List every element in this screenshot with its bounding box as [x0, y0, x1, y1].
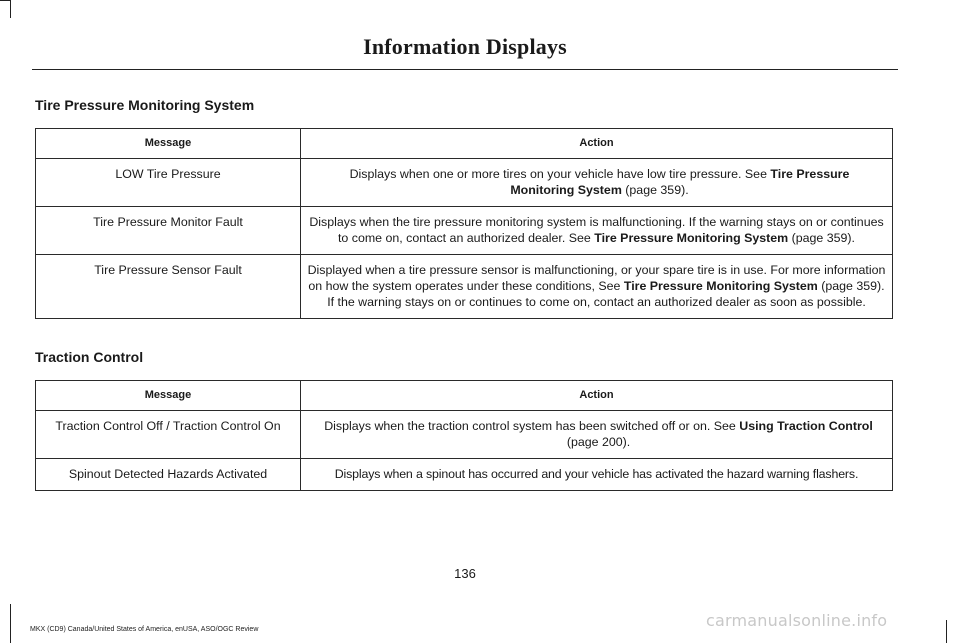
crop-mark-top-left-vertical	[10, 0, 11, 18]
table-row	[36, 207, 893, 255]
table-row	[36, 411, 893, 459]
action-text: Displays when a spinout has occurred and your vehicle has activated the hazard warning flashers.	[334, 467, 859, 481]
column-header-message: Message	[36, 129, 301, 159]
action-cell	[301, 411, 893, 459]
action-text: Displays when the traction control system has been switched off or on. See	[324, 419, 740, 433]
page-number: 136	[454, 566, 476, 581]
message-cell: Tire Pressure Monitor Fault	[36, 207, 301, 255]
table-row	[36, 459, 893, 491]
section-heading-traction-control: Traction Control	[35, 349, 144, 365]
cross-reference-link: Tire Pressure Monitoring System	[623, 279, 818, 293]
traction-control-messages-table	[35, 380, 893, 491]
table-header-row	[36, 129, 893, 159]
message-cell: Spinout Detected Hazards Activated	[36, 459, 301, 491]
column-header-action: Action	[301, 381, 893, 411]
action-cell	[301, 255, 893, 319]
crop-mark-bottom-right	[946, 620, 947, 643]
table-row	[36, 255, 893, 319]
document-info: MKX (CD9) Canada/United States of America, enUSA, ASO/OGC Review	[30, 626, 259, 633]
action-text: (page 359).	[621, 183, 689, 197]
action-text: Displayed when a tire pressure sensor is malfunctioning, or your spare tire is in use. For more information on how the system operates under these conditions, See	[307, 263, 886, 293]
crop-mark-bottom-left	[10, 604, 11, 643]
message-cell: Tire Pressure Sensor Fault	[36, 255, 301, 319]
column-header-action: Action	[301, 129, 893, 159]
title-divider	[32, 69, 898, 70]
cross-reference-link: Tire Pressure Monitoring System	[594, 231, 789, 245]
table-row	[36, 159, 893, 207]
action-text: (page 359). If the warning stays on or continues to come on, contact an authorized dealer as soon as possible.	[327, 279, 885, 309]
column-header-message: Message	[36, 381, 301, 411]
message-cell: LOW Tire Pressure	[36, 159, 301, 207]
action-cell	[301, 159, 893, 207]
action-text: (page 359).	[788, 231, 856, 245]
section-heading-tire-pressure: Tire Pressure Monitoring System	[35, 97, 255, 113]
action-text: Displays when one or more tires on your vehicle have low tire pressure. See	[349, 167, 771, 181]
cross-reference-link: Tire Pressure Monitoring System	[510, 167, 850, 197]
message-cell: Traction Control Off / Traction Control On	[36, 411, 301, 459]
watermark-link[interactable]: carmanualsonline.info	[706, 611, 888, 630]
table-header-row	[36, 381, 893, 411]
cross-reference-link: Using Traction Control	[739, 419, 873, 433]
page-title: Information Displays	[363, 34, 567, 59]
action-text: Displays when the tire pressure monitoring system is malfunctioning. If the warning stays on or continues to come on, contact an authorized dealer. See	[309, 215, 884, 245]
crop-mark-top-left	[0, 0, 10, 1]
action-text: (page 200).	[566, 435, 631, 449]
action-cell	[301, 459, 893, 491]
action-cell	[301, 207, 893, 255]
tire-pressure-messages-table	[35, 128, 893, 319]
